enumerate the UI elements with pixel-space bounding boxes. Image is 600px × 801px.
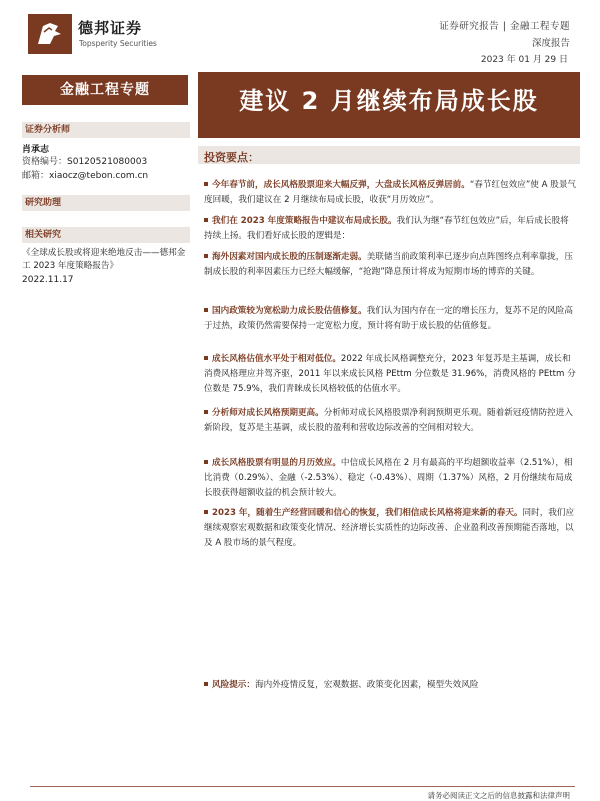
bullet-marker [204,510,208,514]
key-point: 成长风格股票有明显的月历效应。中信成长风格在 2 月有最高的平均超额收益率（2.51%），相比消费（0.29%）、金融（-2.53%）、稳定（-0.43%）、周期（1.37%）风格，2 月份继续布局成长股获得超额收益的机会预计较大。 [204,458,573,498]
cert-label: 资格编号： [22,157,68,167]
abstract-heading: 投资要点： [204,151,259,164]
bullet-marker [204,682,208,686]
report-type-2: 金融工程专题 [509,21,570,32]
key-point: 海外因素对国内成长股的压制逐渐走弱。美联储当前政策利率已逐步向点阵图终点利率靠拢，压制成长股的利率因素压力已经大幅缓解，“抢跑”降息预计将成为短期市场的博弈的关键。 [204,252,573,277]
email-line [22,169,190,183]
footer-divider [30,786,575,787]
email-value[interactable]: xiaocz@tebon.com.cn [49,171,149,181]
separator: | [502,21,510,32]
report-date: 2023 年 01 月 29 日 [480,55,568,65]
key-point: 2023 年，随着生产经营回暖和信心的恢复，我们相信成长风格将迎来新的春天。同时，我们应继续观察宏观数据和政策变化情况、经济增长实质性的边际改善、企业盈利改善预期能否落地，以及 A 股市场的景气程度。 [204,508,575,548]
report-type-1: 证券研究报告 [439,21,500,32]
footer-disclaimer: 请务必阅读正文之后的信息披露和法律声明 [427,791,570,800]
key-point: 分析师对成长风格预期更高。分析师对成长风格股票净利润预期更乐观。随着新冠疫情防控进入新阶段，复苏是主基调，成长股的盈利和营收边际改善的空间相对较大。 [204,408,573,433]
bullet-marker [204,254,208,258]
related-report-date: 2022.11.17 [22,275,74,285]
bullet-marker [204,182,208,186]
company-name: 德邦证券 [78,19,143,37]
bullet-marker [204,308,208,312]
analyst-name: 肖承志 [22,145,50,155]
key-point: 国内政策较为宽松助力成长股估值修复。我们认为国内存在一定的增长压力，复苏不足的风险高于过热，政策仍然需要保持一定宽松力度，预计将有助于成长股的估值修复。 [204,306,573,331]
related-report-title[interactable]: 《全球成长股或将迎来绝地反击——德邦金工 2023 年度策略报告》 [22,248,186,271]
report-title: 建议 2 月继续布局成长股 [198,72,580,138]
bullet-marker [204,460,208,464]
company-logo-icon [28,14,72,54]
assistant-section [22,195,190,211]
abstract-heading-bar [198,146,580,164]
bullet-marker [204,356,208,360]
bullet-marker [204,410,208,414]
cert-line [22,155,190,169]
category-band: 金融工程专题 [22,75,188,105]
key-point: 成长风格估值水平处于相对低位。2022 年成长风格调整充分，2023 年复苏是主基调，成长和消费风格理应并驾齐驱，2011 年以来成长风格 PEttm 分位数是 31.96%，消费风格的 PEttm 分位数是 75.9%，我们青睐成长风格较低的估值水平。 [204,354,576,394]
assistant-heading: 研究助理 [22,195,190,211]
company-logo [28,14,168,54]
analyst-section [22,122,190,183]
key-point: 我们在 2023 年度策略报告中建议布局成长股。我们认为继“春节红包效应”后，年后成长股将持续上扬。我们看好成长股的逻辑是： [204,216,569,241]
bullet-marker [204,218,208,222]
related-heading: 相关研究 [22,227,190,243]
cert-value: S0120521080003 [67,157,148,167]
analyst-heading: 证券分析师 [22,122,190,138]
email-label: 邮箱： [22,171,50,181]
report-type-3: 深度报告 [531,38,570,49]
report-type-block [439,18,570,52]
risk-warning: 风险提示：海内外疫情反复，宏观数据、政策变化因素，模型失效风险 [204,678,576,693]
company-name-english: Topsperity Securities [79,39,157,48]
key-point: 今年春节前，成长风格股票迎来大幅反弹，大盘成长风格反弹居前。“春节红包效应”使 A 股景气度回暖，我们建议在 2 月继续布局成长股，收获“月历效应”。 [204,180,577,205]
related-section [22,227,190,287]
